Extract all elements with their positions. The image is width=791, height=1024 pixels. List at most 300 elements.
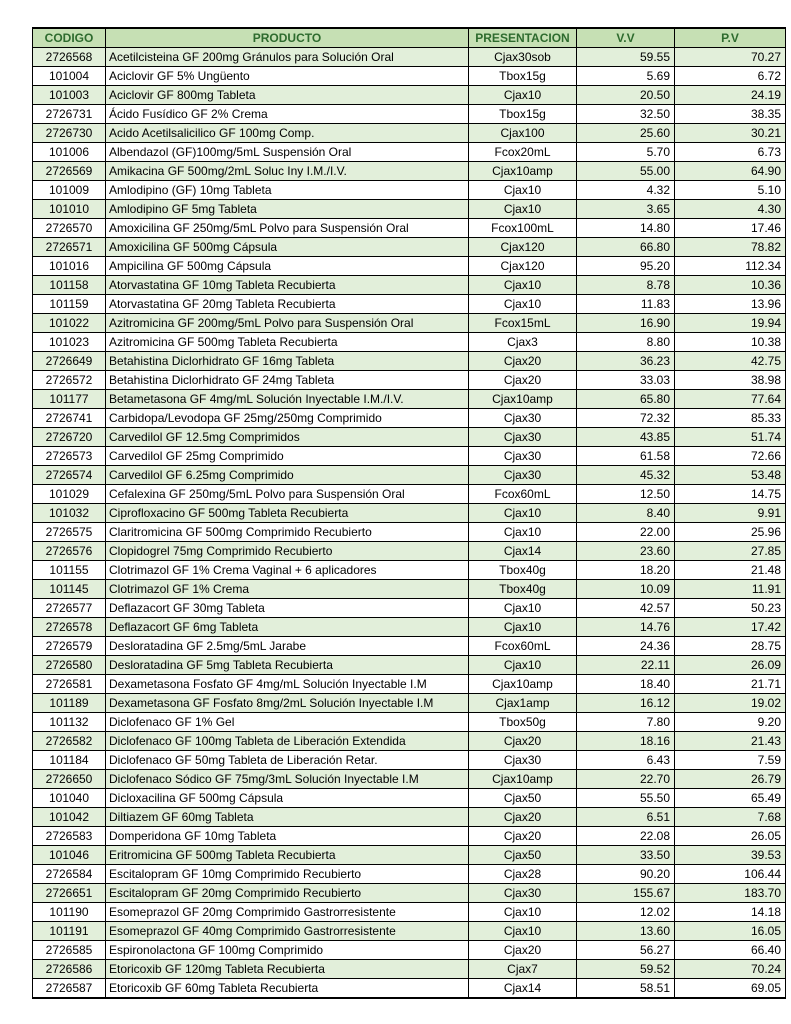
cell-presentacion: Fcox100mL — [469, 219, 577, 238]
cell-codigo: 2726579 — [33, 637, 106, 656]
cell-vv: 22.70 — [577, 770, 675, 789]
cell-codigo: 2726577 — [33, 599, 106, 618]
cell-producto: Ácido Fusídico GF 2% Crema — [106, 105, 469, 124]
cell-pv: 13.96 — [675, 295, 786, 314]
cell-codigo: 101158 — [33, 276, 106, 295]
cell-presentacion: Fcox60mL — [469, 485, 577, 504]
cell-vv: 56.27 — [577, 941, 675, 960]
table-row — [33, 485, 786, 504]
table-row — [33, 827, 786, 846]
cell-pv: 39.53 — [675, 846, 786, 865]
cell-pv: 21.43 — [675, 732, 786, 751]
table-row — [33, 865, 786, 884]
cell-producto: Diclofenaco GF 100mg Tableta de Liberación Extendida — [106, 732, 469, 751]
cell-presentacion: Cjax10amp — [469, 675, 577, 694]
cell-pv: 7.59 — [675, 751, 786, 770]
cell-producto: Escitalopram GF 10mg Comprimido Recubierto — [106, 865, 469, 884]
cell-presentacion: Cjax10 — [469, 599, 577, 618]
cell-vv: 14.80 — [577, 219, 675, 238]
cell-presentacion: Cjax10 — [469, 295, 577, 314]
cell-codigo: 101042 — [33, 808, 106, 827]
cell-vv: 42.57 — [577, 599, 675, 618]
cell-codigo: 2726580 — [33, 656, 106, 675]
cell-vv: 11.83 — [577, 295, 675, 314]
header-pv: P.V — [675, 28, 786, 48]
cell-producto: Atorvastatina GF 20mg Tableta Recubierta — [106, 295, 469, 314]
cell-codigo: 2726573 — [33, 447, 106, 466]
cell-producto: Esomeprazol GF 20mg Comprimido Gastrorresistente — [106, 903, 469, 922]
cell-producto: Desloratadina GF 2.5mg/5mL Jarabe — [106, 637, 469, 656]
cell-vv: 25.60 — [577, 124, 675, 143]
cell-producto: Carvedilol GF 6.25mg Comprimido — [106, 466, 469, 485]
cell-pv: 85.33 — [675, 409, 786, 428]
table-row — [33, 561, 786, 580]
cell-vv: 14.76 — [577, 618, 675, 637]
cell-presentacion: Fcox15mL — [469, 314, 577, 333]
cell-vv: 36.23 — [577, 352, 675, 371]
cell-codigo: 2726568 — [33, 48, 106, 67]
cell-producto: Dicloxacilina GF 500mg Cápsula — [106, 789, 469, 808]
cell-producto: Carbidopa/Levodopa GF 25mg/250mg Comprimido — [106, 409, 469, 428]
cell-producto: Escitalopram GF 20mg Comprimido Recubierto — [106, 884, 469, 903]
cell-vv: 59.52 — [577, 960, 675, 979]
cell-pv: 38.35 — [675, 105, 786, 124]
table-row — [33, 884, 786, 903]
cell-codigo: 2726581 — [33, 675, 106, 694]
cell-vv: 24.36 — [577, 637, 675, 656]
cell-producto: Azitromicina GF 200mg/5mL Polvo para Suspensión Oral — [106, 314, 469, 333]
cell-pv: 17.42 — [675, 618, 786, 637]
cell-presentacion: Cjax20 — [469, 732, 577, 751]
cell-presentacion: Cjax10 — [469, 200, 577, 219]
cell-producto: Betahistina Diclorhidrato GF 16mg Tableta — [106, 352, 469, 371]
cell-pv: 70.27 — [675, 48, 786, 67]
cell-pv: 5.10 — [675, 181, 786, 200]
cell-codigo: 2726587 — [33, 979, 106, 999]
table-row — [33, 637, 786, 656]
cell-codigo: 2726569 — [33, 162, 106, 181]
cell-vv: 16.12 — [577, 694, 675, 713]
cell-vv: 22.00 — [577, 523, 675, 542]
cell-vv: 45.32 — [577, 466, 675, 485]
cell-pv: 30.21 — [675, 124, 786, 143]
table-row — [33, 846, 786, 865]
cell-pv: 14.75 — [675, 485, 786, 504]
cell-presentacion: Cjax30 — [469, 884, 577, 903]
table-row — [33, 314, 786, 333]
table-row — [33, 428, 786, 447]
cell-vv: 5.70 — [577, 143, 675, 162]
table-row — [33, 789, 786, 808]
cell-vv: 12.50 — [577, 485, 675, 504]
cell-pv: 24.19 — [675, 86, 786, 105]
cell-codigo: 2726570 — [33, 219, 106, 238]
cell-producto: Betahistina Diclorhidrato GF 24mg Tableta — [106, 371, 469, 390]
cell-codigo: 2726571 — [33, 238, 106, 257]
cell-presentacion: Cjax30sob — [469, 48, 577, 67]
cell-presentacion: Cjax10amp — [469, 162, 577, 181]
cell-codigo: 101190 — [33, 903, 106, 922]
cell-producto: Diclofenaco GF 1% Gel — [106, 713, 469, 732]
cell-presentacion: Cjax20 — [469, 352, 577, 371]
cell-pv: 10.38 — [675, 333, 786, 352]
cell-codigo: 101177 — [33, 390, 106, 409]
cell-codigo: 2726584 — [33, 865, 106, 884]
cell-vv: 22.08 — [577, 827, 675, 846]
cell-vv: 22.11 — [577, 656, 675, 675]
cell-pv: 51.74 — [675, 428, 786, 447]
cell-codigo: 101189 — [33, 694, 106, 713]
table-row — [33, 751, 786, 770]
header-producto: PRODUCTO — [106, 28, 469, 48]
cell-codigo: 101023 — [33, 333, 106, 352]
table-row — [33, 580, 786, 599]
cell-presentacion: Tbox40g — [469, 580, 577, 599]
table-row — [33, 219, 786, 238]
cell-codigo: 101046 — [33, 846, 106, 865]
table-body — [33, 48, 786, 999]
cell-vv: 6.51 — [577, 808, 675, 827]
cell-vv: 58.51 — [577, 979, 675, 999]
cell-pv: 183.70 — [675, 884, 786, 903]
cell-codigo: 2726650 — [33, 770, 106, 789]
cell-producto: Amlodipino GF 5mg Tableta — [106, 200, 469, 219]
cell-presentacion: Fcox20mL — [469, 143, 577, 162]
cell-codigo: 101191 — [33, 922, 106, 941]
cell-pv: 27.85 — [675, 542, 786, 561]
table-row — [33, 238, 786, 257]
cell-producto: Claritromicina GF 500mg Comprimido Recubierto — [106, 523, 469, 542]
cell-pv: 66.40 — [675, 941, 786, 960]
cell-pv: 4.30 — [675, 200, 786, 219]
cell-vv: 8.80 — [577, 333, 675, 352]
cell-producto: Etoricoxib GF 60mg Tableta Recubierta — [106, 979, 469, 999]
cell-vv: 95.20 — [577, 257, 675, 276]
cell-vv: 90.20 — [577, 865, 675, 884]
cell-codigo: 2726586 — [33, 960, 106, 979]
cell-presentacion: Cjax14 — [469, 542, 577, 561]
cell-pv: 78.82 — [675, 238, 786, 257]
table-row — [33, 447, 786, 466]
cell-pv: 21.71 — [675, 675, 786, 694]
cell-presentacion: Cjax30 — [469, 466, 577, 485]
cell-producto: Deflazacort GF 6mg Tableta — [106, 618, 469, 637]
table-row — [33, 124, 786, 143]
header-codigo: CODIGO — [33, 28, 106, 48]
cell-pv: 65.49 — [675, 789, 786, 808]
cell-vv: 33.50 — [577, 846, 675, 865]
cell-pv: 42.75 — [675, 352, 786, 371]
cell-producto: Aciclovir GF 5% Ungüento — [106, 67, 469, 86]
cell-vv: 18.40 — [577, 675, 675, 694]
cell-presentacion: Cjax50 — [469, 846, 577, 865]
cell-producto: Amoxicilina GF 500mg Cápsula — [106, 238, 469, 257]
cell-codigo: 2726585 — [33, 941, 106, 960]
cell-producto: Diclofenaco Sódico GF 75mg/3mL Solución Inyectable I.M — [106, 770, 469, 789]
cell-producto: Acetilcisteina GF 200mg Gránulos para Solución Oral — [106, 48, 469, 67]
cell-presentacion: Tbox15g — [469, 67, 577, 86]
cell-vv: 55.50 — [577, 789, 675, 808]
table-row — [33, 371, 786, 390]
cell-codigo: 101009 — [33, 181, 106, 200]
cell-presentacion: Cjax10amp — [469, 770, 577, 789]
cell-codigo: 2726731 — [33, 105, 106, 124]
cell-codigo: 2726583 — [33, 827, 106, 846]
cell-producto: Ampicilina GF 500mg Cápsula — [106, 257, 469, 276]
cell-presentacion: Cjax10 — [469, 276, 577, 295]
table-row — [33, 409, 786, 428]
cell-producto: Amlodipino (GF) 10mg Tableta — [106, 181, 469, 200]
cell-producto: Diltiazem GF 60mg Tableta — [106, 808, 469, 827]
cell-producto: Amoxicilina GF 250mg/5mL Polvo para Suspensión Oral — [106, 219, 469, 238]
table-row — [33, 732, 786, 751]
table-row — [33, 694, 786, 713]
table-row — [33, 941, 786, 960]
cell-producto: Amikacina GF 500mg/2mL Soluc Iny I.M./I.V. — [106, 162, 469, 181]
cell-vv: 32.50 — [577, 105, 675, 124]
table-row — [33, 295, 786, 314]
cell-vv: 18.16 — [577, 732, 675, 751]
cell-pv: 10.36 — [675, 276, 786, 295]
cell-codigo: 101032 — [33, 504, 106, 523]
table-row — [33, 713, 786, 732]
cell-vv: 65.80 — [577, 390, 675, 409]
cell-pv: 11.91 — [675, 580, 786, 599]
cell-presentacion: Cjax20 — [469, 371, 577, 390]
table-row — [33, 390, 786, 409]
cell-presentacion: Cjax120 — [469, 238, 577, 257]
cell-presentacion: Cjax30 — [469, 447, 577, 466]
cell-vv: 12.02 — [577, 903, 675, 922]
cell-vv: 23.60 — [577, 542, 675, 561]
cell-presentacion: Cjax10 — [469, 86, 577, 105]
table-row — [33, 979, 786, 999]
cell-producto: Albendazol (GF)100mg/5mL Suspensión Oral — [106, 143, 469, 162]
cell-vv: 6.43 — [577, 751, 675, 770]
cell-producto: Carvedilol GF 12.5mg Comprimidos — [106, 428, 469, 447]
cell-vv: 7.80 — [577, 713, 675, 732]
cell-codigo: 101016 — [33, 257, 106, 276]
cell-presentacion: Cjax100 — [469, 124, 577, 143]
cell-presentacion: Tbox50g — [469, 713, 577, 732]
cell-producto: Clotrimazol GF 1% Crema Vaginal + 6 aplicadores — [106, 561, 469, 580]
cell-producto: Deflazacort GF 30mg Tableta — [106, 599, 469, 618]
cell-pv: 70.24 — [675, 960, 786, 979]
cell-producto: Etoricoxib GF 120mg Tableta Recubierta — [106, 960, 469, 979]
table-row — [33, 770, 786, 789]
table-row — [33, 67, 786, 86]
cell-codigo: 101029 — [33, 485, 106, 504]
cell-codigo: 101155 — [33, 561, 106, 580]
cell-presentacion: Cjax10 — [469, 903, 577, 922]
cell-codigo: 2726741 — [33, 409, 106, 428]
price-table — [32, 27, 786, 999]
cell-presentacion: Cjax30 — [469, 409, 577, 428]
cell-vv: 61.58 — [577, 447, 675, 466]
cell-pv: 72.66 — [675, 447, 786, 466]
table-row — [33, 86, 786, 105]
cell-codigo: 101145 — [33, 580, 106, 599]
table-row — [33, 960, 786, 979]
cell-presentacion: Cjax10 — [469, 523, 577, 542]
table-row — [33, 257, 786, 276]
cell-codigo: 2726575 — [33, 523, 106, 542]
cell-pv: 69.05 — [675, 979, 786, 999]
table-row — [33, 276, 786, 295]
cell-producto: Atorvastatina GF 10mg Tableta Recubierta — [106, 276, 469, 295]
cell-presentacion: Cjax50 — [469, 789, 577, 808]
table-row — [33, 181, 786, 200]
cell-codigo: 101184 — [33, 751, 106, 770]
cell-presentacion: Cjax20 — [469, 827, 577, 846]
cell-codigo: 101159 — [33, 295, 106, 314]
cell-presentacion: Cjax20 — [469, 808, 577, 827]
cell-producto: Ciprofloxacino GF 500mg Tableta Recubierta — [106, 504, 469, 523]
cell-presentacion: Cjax10 — [469, 181, 577, 200]
header-row — [33, 28, 786, 48]
cell-pv: 106.44 — [675, 865, 786, 884]
cell-codigo: 2726576 — [33, 542, 106, 561]
cell-vv: 8.40 — [577, 504, 675, 523]
cell-vv: 20.50 — [577, 86, 675, 105]
cell-codigo: 101004 — [33, 67, 106, 86]
cell-pv: 19.02 — [675, 694, 786, 713]
cell-pv: 64.90 — [675, 162, 786, 181]
cell-presentacion: Cjax10 — [469, 618, 577, 637]
table-row — [33, 200, 786, 219]
table-row — [33, 504, 786, 523]
cell-producto: Cefalexina GF 250mg/5mL Polvo para Suspensión Oral — [106, 485, 469, 504]
cell-codigo: 2726720 — [33, 428, 106, 447]
cell-producto: Acido Acetilsalicilico GF 100mg Comp. — [106, 124, 469, 143]
cell-pv: 6.72 — [675, 67, 786, 86]
cell-vv: 4.32 — [577, 181, 675, 200]
cell-codigo: 2726582 — [33, 732, 106, 751]
table-row — [33, 352, 786, 371]
table-row — [33, 162, 786, 181]
cell-pv: 25.96 — [675, 523, 786, 542]
cell-pv: 53.48 — [675, 466, 786, 485]
cell-codigo: 2726574 — [33, 466, 106, 485]
cell-codigo: 101006 — [33, 143, 106, 162]
cell-pv: 26.79 — [675, 770, 786, 789]
table-row — [33, 523, 786, 542]
cell-pv: 28.75 — [675, 637, 786, 656]
table-row — [33, 656, 786, 675]
cell-pv: 6.73 — [675, 143, 786, 162]
cell-pv: 9.91 — [675, 504, 786, 523]
cell-vv: 155.67 — [577, 884, 675, 903]
table-row — [33, 48, 786, 67]
cell-presentacion: Fcox60mL — [469, 637, 577, 656]
cell-presentacion: Cjax7 — [469, 960, 577, 979]
cell-pv: 9.20 — [675, 713, 786, 732]
cell-codigo: 2726651 — [33, 884, 106, 903]
cell-pv: 14.18 — [675, 903, 786, 922]
cell-vv: 59.55 — [577, 48, 675, 67]
cell-presentacion: Tbox40g — [469, 561, 577, 580]
table-row — [33, 903, 786, 922]
cell-presentacion: Cjax120 — [469, 257, 577, 276]
cell-presentacion: Cjax20 — [469, 941, 577, 960]
cell-producto: Carvedilol GF 25mg Comprimido — [106, 447, 469, 466]
cell-pv: 38.98 — [675, 371, 786, 390]
cell-presentacion: Cjax30 — [469, 428, 577, 447]
cell-vv: 72.32 — [577, 409, 675, 428]
header-presentacion: PRESENTACION — [469, 28, 577, 48]
cell-vv: 3.65 — [577, 200, 675, 219]
cell-vv: 66.80 — [577, 238, 675, 257]
cell-presentacion: Cjax10 — [469, 922, 577, 941]
table-row — [33, 333, 786, 352]
table-row — [33, 808, 786, 827]
table-row — [33, 466, 786, 485]
cell-producto: Aciclovir GF 800mg Tableta — [106, 86, 469, 105]
cell-codigo: 2726730 — [33, 124, 106, 143]
cell-producto: Azitromicina GF 500mg Tableta Recubierta — [106, 333, 469, 352]
cell-presentacion: Cjax10 — [469, 504, 577, 523]
table-row — [33, 922, 786, 941]
cell-producto: Eritromicina GF 500mg Tableta Recubierta — [106, 846, 469, 865]
cell-codigo: 2726572 — [33, 371, 106, 390]
cell-presentacion: Cjax1amp — [469, 694, 577, 713]
cell-producto: Domperidona GF 10mg Tableta — [106, 827, 469, 846]
cell-presentacion: Tbox15g — [469, 105, 577, 124]
cell-producto: Diclofenaco GF 50mg Tableta de Liberación Retar. — [106, 751, 469, 770]
cell-codigo: 101003 — [33, 86, 106, 105]
cell-vv: 8.78 — [577, 276, 675, 295]
cell-presentacion: Cjax10amp — [469, 390, 577, 409]
cell-producto: Espironolactona GF 100mg Comprimido — [106, 941, 469, 960]
cell-pv: 19.94 — [675, 314, 786, 333]
cell-codigo: 101132 — [33, 713, 106, 732]
table-row — [33, 542, 786, 561]
cell-producto: Esomeprazol GF 40mg Comprimido Gastrorresistente — [106, 922, 469, 941]
cell-producto: Betametasona GF 4mg/mL Solución Inyectable I.M./I.V. — [106, 390, 469, 409]
cell-presentacion: Cjax3 — [469, 333, 577, 352]
table-row — [33, 675, 786, 694]
cell-pv: 7.68 — [675, 808, 786, 827]
cell-vv: 5.69 — [577, 67, 675, 86]
cell-vv: 16.90 — [577, 314, 675, 333]
cell-producto: Desloratadina GF 5mg Tableta Recubierta — [106, 656, 469, 675]
cell-pv: 17.46 — [675, 219, 786, 238]
cell-pv: 50.23 — [675, 599, 786, 618]
cell-codigo: 101010 — [33, 200, 106, 219]
cell-codigo: 2726649 — [33, 352, 106, 371]
cell-pv: 112.34 — [675, 257, 786, 276]
table-row — [33, 105, 786, 124]
cell-presentacion: Cjax28 — [469, 865, 577, 884]
cell-presentacion: Cjax10 — [469, 656, 577, 675]
cell-pv: 21.48 — [675, 561, 786, 580]
cell-codigo: 101022 — [33, 314, 106, 333]
cell-producto: Dexametasona GF Fosfato 8mg/2mL Solución Inyectable I.M — [106, 694, 469, 713]
cell-pv: 16.05 — [675, 922, 786, 941]
cell-presentacion: Cjax14 — [469, 979, 577, 999]
table-row — [33, 143, 786, 162]
cell-pv: 26.05 — [675, 827, 786, 846]
cell-codigo: 101040 — [33, 789, 106, 808]
cell-vv: 33.03 — [577, 371, 675, 390]
cell-presentacion: Cjax30 — [469, 751, 577, 770]
cell-producto: Clopidogrel 75mg Comprimido Recubierto — [106, 542, 469, 561]
cell-vv: 13.60 — [577, 922, 675, 941]
cell-producto: Dexametasona Fosfato GF 4mg/mL Solución Inyectable I.M — [106, 675, 469, 694]
cell-producto: Clotrimazol GF 1% Crema — [106, 580, 469, 599]
cell-vv: 18.20 — [577, 561, 675, 580]
table-row — [33, 618, 786, 637]
